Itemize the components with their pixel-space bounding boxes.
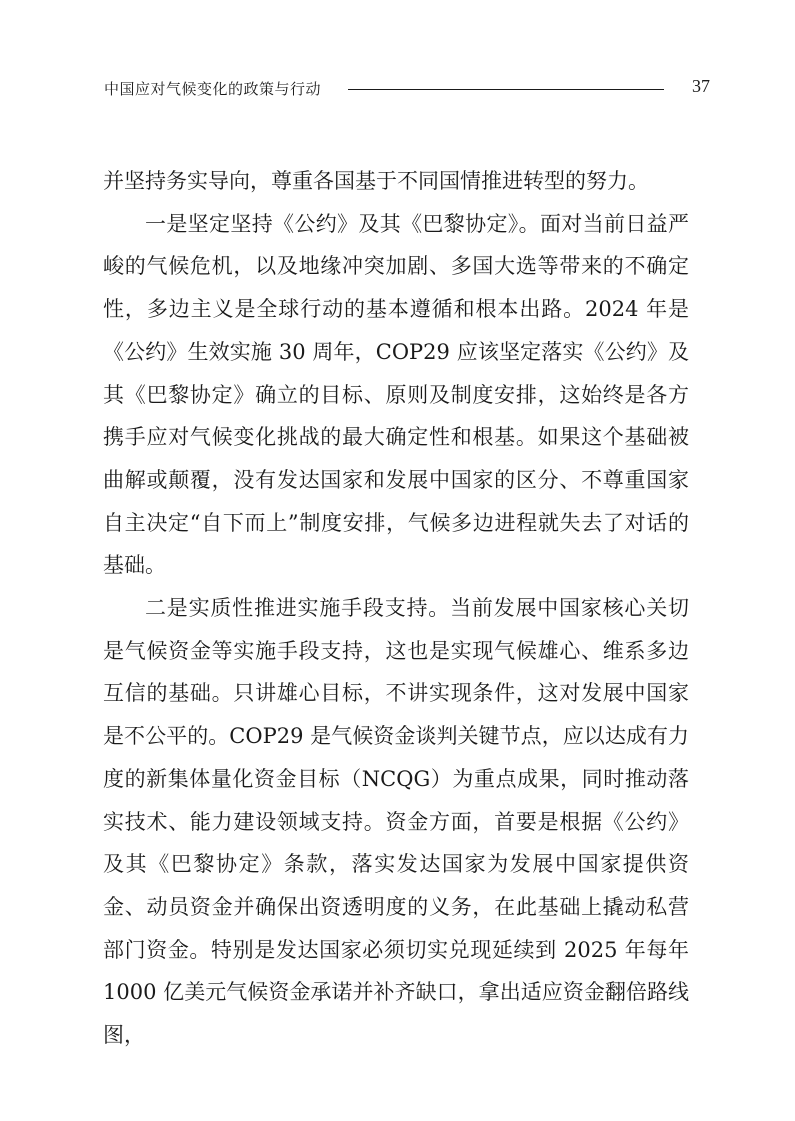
header-rule	[348, 89, 664, 90]
page-number: 37	[692, 76, 710, 96]
running-header	[104, 74, 710, 102]
paragraph-means-of-implementation: 二是实质性推进实施手段支持。当前发展中国家核心关切是气候资金等实施手段支持，这也是实现气候雄心、维系多边互信的基础。只讲雄心目标，不讲实现条件，这对发展中国家是不公平的。COP29 是气候资金谈判关键节点，应以达成有力度的新集体量化资金目标（NCQG）为重点成果，同时推动落实技术、能力建设领域支持。资金方面，首要是根据《公约》及其《巴黎协定》条款，落实发达国家为发展中国家提供资金、动员资金并确保出资透明度的义务，在此基础上撬动私营部门资金。特别是发达国家必须切实兑现延续到 2025 年每年 1000 亿美元气候资金承诺并补齐缺口，拿出适应资金翻倍路线图，	[103, 596, 689, 1048]
running-title: 中国应对气候变化的政策与行动	[104, 80, 322, 98]
paragraph-continuation: 并坚持务实导向，尊重各国基于不同国情推进转型的努力。	[103, 169, 649, 193]
paragraph-adhere-to-convention: 一是坚定坚持《公约》及其《巴黎协定》。面对当前日益严峻的气候危机，以及地缘冲突加剧、多国大选等带来的不确定性，多边主义是全球行动的基本遵循和根本出路。2024 年是《公约》生效实施 30 周年，COP29 应该坚定落实《公约》及其《巴黎协定》确立的目标、原则及制度安排，这始终是各方携手应对气候变化挑战的最大确定性和根基。如果这个基础被曲解或颠覆，没有发达国家和发展中国家的区分、不尊重国家自主决定“自下而上”制度安排，气候多边进程就失去了对话的基础。	[103, 211, 689, 578]
body-text	[103, 160, 689, 1057]
